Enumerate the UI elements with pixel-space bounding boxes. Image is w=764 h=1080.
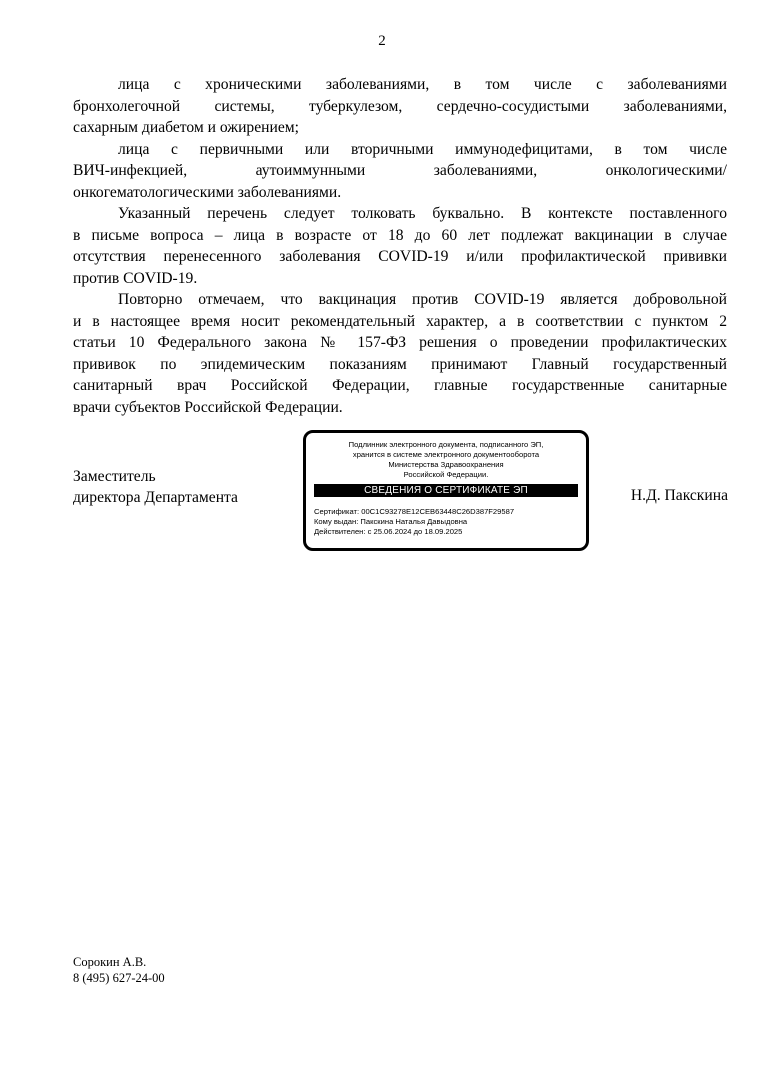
text-line: отсутствия перенесенного заболевания COVID-19 и/или профилактической прививки (73, 248, 727, 265)
letter-body (73, 74, 727, 418)
stamp-header (306, 440, 586, 480)
stamp-validity: Действителен: с 25.06.2024 до 18.09.2025 (314, 527, 463, 536)
signatory-name: Н.Д. Пакскина (630, 487, 728, 504)
stamp-issued-to: Кому выдан: Пакскина Наталья Давыдовна (314, 517, 468, 526)
text-line: в письме вопроса – лица в возрасте от 18 до 60 лет подлежат вакцинации в случае (73, 226, 727, 244)
text-line: лица с первичными или вторичными иммунодефицитами, в том числе (118, 140, 727, 158)
signatory-position (73, 466, 238, 508)
executor-name: Сорокин А.В. (73, 955, 147, 969)
executor-phone: 8 (495) 627-24-00 (73, 971, 165, 985)
text-line: и в настоящее время носит рекомендательный характер, а в соответствии с пунктом 2 (73, 312, 727, 330)
stamp-header-line: Российской Федерации. (403, 470, 489, 479)
electronic-signature-stamp (303, 430, 589, 551)
stamp-certificate-number: Сертификат: 00C1C93278E12CEB63448C26D387F29587 (314, 507, 515, 516)
text-line: Указанный перечень следует толковать буквально. В контексте поставленного (118, 205, 727, 222)
text-line: прививок по эпидемическим показаниям принимают Главный государственный (73, 355, 727, 373)
text-line: сахарным диабетом и ожирением; (73, 119, 299, 136)
paragraph-chronic-diseases (73, 74, 727, 139)
paragraph-immunodeficiency (73, 139, 727, 204)
text-line: санитарный врач Российской Федерации, главные государственные санитарные (73, 377, 727, 394)
text-line: против COVID-19. (73, 269, 198, 287)
text-line: лица с хроническими заболеваниями, в том числе с заболеваниями (118, 76, 727, 93)
text-line: онкогематологическими заболеваниями. (73, 183, 342, 201)
text-line: бронхолегочной системы, туберкулезом, сердечно-сосудистыми заболеваниями, (73, 97, 727, 115)
stamp-header-line: Подлинник электронного документа, подписанного ЭП, (348, 440, 544, 449)
signatory-position-line: Заместитель (73, 468, 156, 485)
executor-info (73, 954, 165, 986)
stamp-header-line: Министерства Здравоохранения (388, 460, 504, 469)
stamp-header-line: хранится в системе электронного документооборота (352, 450, 540, 459)
paragraph-interpretation (73, 203, 727, 289)
stamp-certificate-details (314, 507, 586, 537)
paragraph-voluntary-vaccination (73, 289, 727, 418)
text-line: ВИЧ-инфекцией, аутоиммунными заболеваниями, онкологическими/ (73, 162, 727, 179)
stamp-certificate-bar: СВЕДЕНИЯ О СЕРТИФИКАТЕ ЭП (314, 484, 578, 497)
text-line: Повторно отмечаем, что вакцинация против COVID-19 является добровольной (118, 291, 727, 308)
signatory-position-line: директора Департамента (73, 489, 238, 506)
text-line: статьи 10 Федерального закона № 157-ФЗ решения о проведении профилактических (73, 334, 727, 351)
text-line: врачи субъектов Российской Федерации. (73, 398, 343, 416)
page-number: 2 (378, 33, 386, 49)
